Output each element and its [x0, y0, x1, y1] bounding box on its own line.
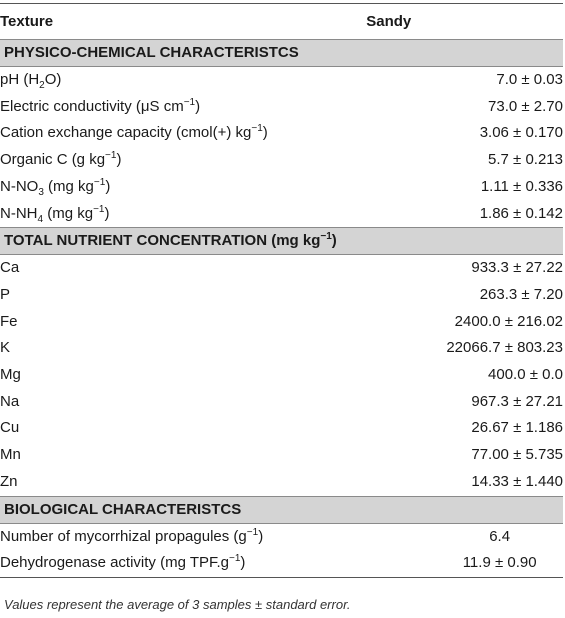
row-label: Na	[0, 392, 20, 410]
row-value: 2400.0 ± 216.02	[454, 312, 563, 330]
row-value: 1.11 ± 0.336	[480, 177, 563, 195]
row-label-dehydrogenase: Dehydrogenase activity (mg $TPF.g^{-1}$)	[0, 553, 246, 572]
row-value: 5.7 ± 0.213	[488, 151, 563, 169]
table-row	[0, 255, 563, 282]
table-header-row	[0, 4, 563, 40]
table-footnote: Values represent the average of 3 samples ± standard error.	[4, 597, 351, 612]
row-value: 77.00 ± 5.735	[471, 446, 563, 464]
row-label: Fe	[0, 312, 18, 330]
row-value: 933.3 ± 27.22	[471, 259, 563, 277]
row-label: Ca	[0, 259, 20, 277]
row-label: Zn	[0, 472, 18, 490]
row-label-organic-c: Organic C (g $kg^{-1}$)	[0, 150, 122, 169]
row-value: 22066.7 ± 803.23	[446, 339, 563, 357]
section-title: BIOLOGICAL CHARACTERISTCS	[0, 496, 563, 523]
row-value: 6.4	[489, 527, 511, 545]
row-label-mycorrhizal: Number of mycorrhizal propagules $(g^{-1})$	[0, 526, 264, 545]
table-row	[0, 174, 563, 201]
table-row	[0, 389, 563, 416]
header-sandy: Sandy	[366, 13, 412, 30]
row-value: 263.3 ± 7.20	[479, 285, 563, 303]
table-row	[0, 523, 563, 550]
header-texture: Texture	[0, 13, 54, 30]
row-label-ph: pH $(H_2O)$	[0, 71, 62, 91]
row-label: Mg	[0, 366, 21, 384]
row-value: 14.33 ± 1.440	[471, 472, 563, 490]
row-label-conductivity: Electric conductivity (μS $cm^{-1}$)	[0, 96, 201, 115]
section-biological	[0, 496, 563, 523]
table-row	[0, 415, 563, 442]
row-label: Cu	[0, 419, 20, 437]
section-title: TOTAL NUTRIENT CONCENTRATION (mg $kg^{-1}$)	[0, 228, 563, 255]
section-total-nutrient	[0, 228, 563, 255]
table-row	[0, 550, 563, 577]
row-value: 967.3 ± 27.21	[471, 392, 563, 410]
row-value: 7.0 ± 0.03	[496, 71, 563, 88]
table-row	[0, 335, 563, 362]
soil-properties-table	[0, 3, 563, 578]
table-row	[0, 442, 563, 469]
table-row	[0, 94, 563, 121]
row-label: Mn	[0, 446, 21, 464]
section-title: PHYSICO-CHEMICAL CHARACTERISTCS	[0, 40, 563, 67]
table-row	[0, 201, 563, 228]
row-label-cec: Cation exchange capacity (cmol(+) $kg^{-1}$)	[0, 123, 268, 142]
table-row	[0, 67, 563, 94]
table-row	[0, 362, 563, 389]
table-row	[0, 147, 563, 174]
table-row	[0, 469, 563, 496]
row-value: 73.0 ± 2.70	[488, 97, 563, 115]
row-value: 11.9 ± 0.90	[462, 554, 537, 572]
row-label-n-nh4: $N-NH_4$ (mg $kg^{-1}$)	[0, 203, 110, 225]
section-physico-chemical	[0, 40, 563, 67]
row-value: 1.86 ± 0.142	[479, 204, 563, 222]
table-row	[0, 120, 563, 147]
row-label: K	[0, 339, 11, 357]
table-row	[0, 309, 563, 336]
row-value: 3.06 ± 0.170	[479, 124, 563, 142]
row-label-n-no3: $N-NO_3$ (mg $kg^{-1}$)	[0, 176, 111, 198]
row-value: 400.0 ± 0.0	[488, 366, 563, 384]
row-label: P	[0, 285, 11, 303]
row-value: 26.67 ± 1.186	[471, 419, 563, 437]
table-row	[0, 282, 563, 309]
